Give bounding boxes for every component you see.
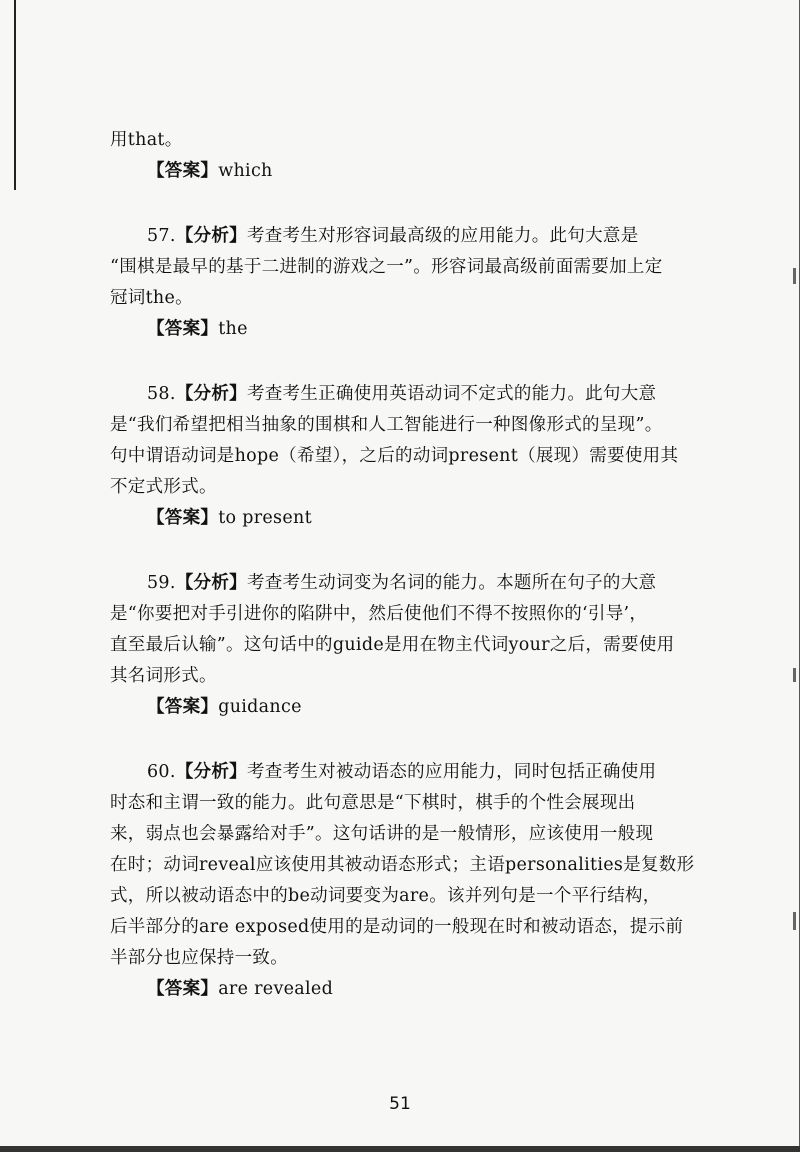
text-line: 是“你要把对手引进你的陷阱中，然后使他们不得不按照你的‘引导’，: [110, 604, 648, 624]
answer-line: [110, 692, 702, 723]
text-line: 式，所以被动语态中的be动词要变为are。该并列句是一个平行结构，: [110, 886, 661, 906]
answer-line: [110, 974, 702, 1005]
answer-label: 【答案】: [147, 161, 219, 181]
item-number: 57.: [147, 226, 176, 246]
item-number: 60.: [147, 762, 176, 782]
scan-mark: [793, 668, 796, 682]
text-line: 句中谓语动词是hope（希望），之后的动词present（展现）需要使用其: [110, 446, 679, 466]
analysis-label: 【分析】: [175, 573, 247, 593]
answer-label: 【答案】: [147, 508, 219, 528]
scan-bottom-edge: [0, 1146, 800, 1152]
answer-text: are revealed: [218, 979, 334, 999]
answer-line: [110, 314, 702, 345]
scan-mark: [793, 268, 796, 284]
text-line: 用that。: [110, 130, 183, 150]
answer-label: 【答案】: [147, 319, 219, 339]
answer-line: [110, 503, 702, 534]
answer-text: to present: [218, 508, 312, 528]
analysis-line-57: 57.【分析】考查考生对形容词最高级的应用能力。此句大意是: [147, 226, 639, 246]
page-number: 51: [389, 1094, 411, 1114]
scan-mark: [793, 912, 796, 930]
analysis-line-58: 58.【分析】考查考生正确使用英语动词不定式的能力。此句大意: [147, 384, 657, 404]
text-line: 是“我们希望把相当抽象的围棋和人工智能进行一种图像形式的呈现”。: [110, 415, 663, 435]
answer-text: guidance: [218, 697, 302, 717]
text-line: 其名词形式。: [110, 666, 217, 686]
answer-text: the: [218, 319, 248, 339]
analysis-label: 【分析】: [175, 384, 247, 404]
text-line: 后半部分的are exposed使用的是动词的一般现在时和被动语态，提示前: [110, 917, 684, 937]
text-line: 不定式形式。: [110, 477, 217, 497]
text-line: 半部分也应保持一致。: [110, 948, 288, 968]
text-line: 直至最后认输”。这句话中的guide是用在物主代词your之后，需要使用: [110, 635, 675, 655]
answer-explanations: [110, 125, 702, 1005]
answer-line: [110, 156, 702, 187]
text-line: 时态和主谓一致的能力。此句意思是“下棋时，棋手的个性会展现出: [110, 793, 636, 813]
analysis-line-59: 59.【分析】考查考生动词变为名词的能力。本题所在句子的大意: [147, 573, 657, 593]
text-line: 在时；动词reveal应该使用其被动语态形式；主语personalities是复数形: [110, 855, 695, 875]
analysis-label: 【分析】: [175, 226, 247, 246]
item-number: 58.: [147, 384, 176, 404]
scan-binding-edge: [14, 0, 16, 190]
text-line: 来，弱点也会暴露给对手”。这句话讲的是一般情形，应该使用一般现: [110, 824, 654, 844]
text-line: 冠词the。: [110, 288, 193, 308]
answer-label: 【答案】: [147, 697, 219, 717]
analysis-label: 【分析】: [175, 762, 247, 782]
text-line: “围棋是最早的基于二进制的游戏之一”。形容词最高级前面需要加上定: [110, 257, 663, 277]
item-number: 59.: [147, 573, 176, 593]
analysis-line-60: 60.【分析】考查考生对被动语态的应用能力，同时包括正确使用: [147, 762, 657, 782]
answer-label: 【答案】: [147, 979, 219, 999]
answer-text: which: [218, 161, 273, 181]
